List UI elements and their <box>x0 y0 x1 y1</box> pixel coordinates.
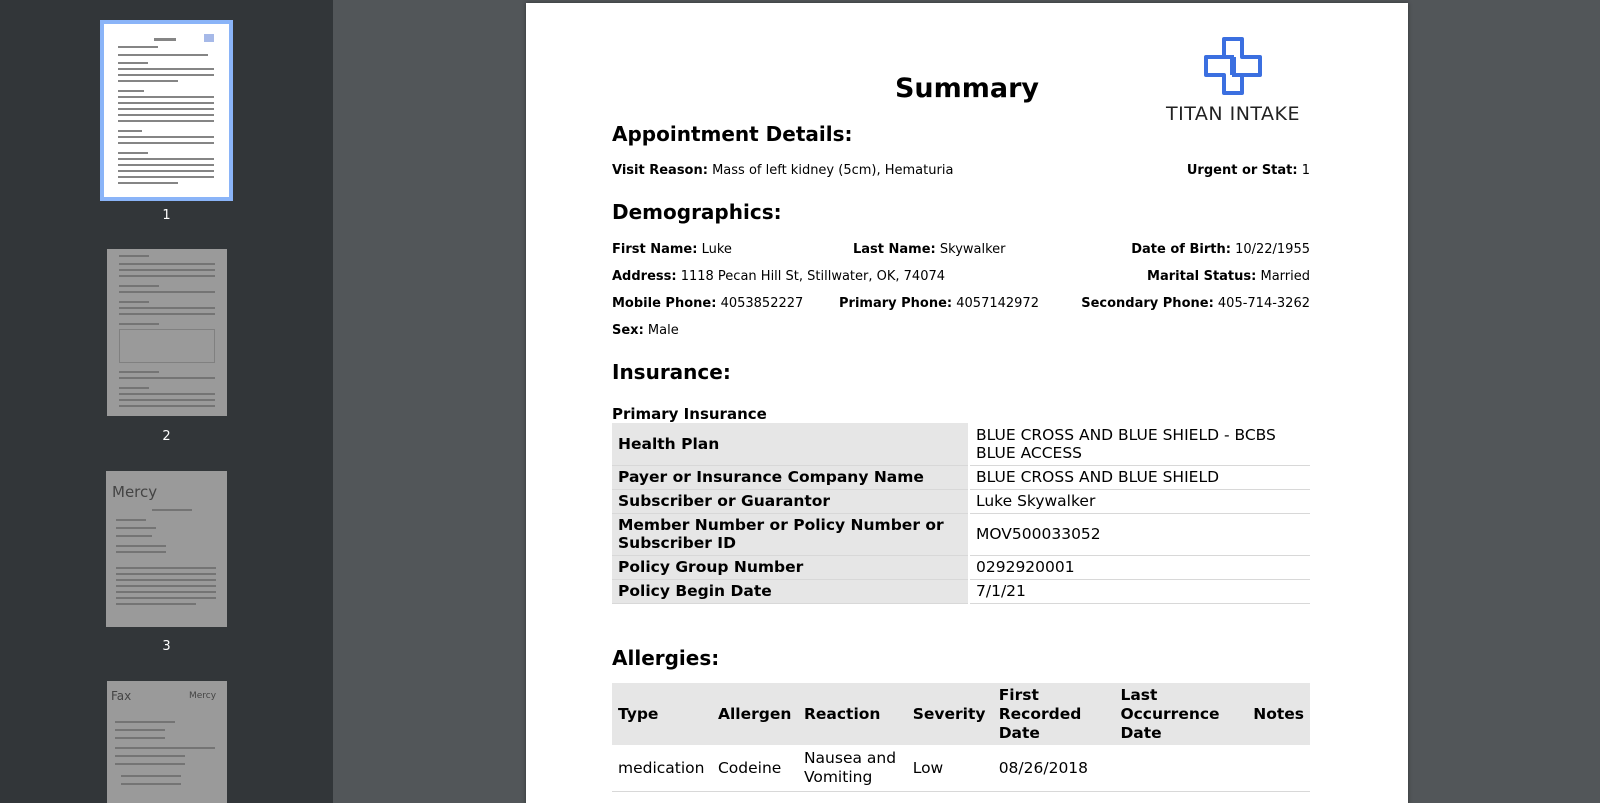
appointment-row <box>612 163 1310 181</box>
column-header-first-recorded: First Recorded Date <box>993 683 1115 745</box>
insurance-label: Policy Group Number <box>612 555 969 579</box>
visit-reason-field <box>612 163 953 178</box>
urgent-value: 1 <box>1301 163 1310 178</box>
table-row <box>612 423 1310 465</box>
table-header-row <box>612 683 1310 745</box>
page-thumbnail-4[interactable] <box>107 681 227 803</box>
insurance-label: Member Number or Policy Number or Subscriber ID <box>612 513 969 555</box>
address-field <box>612 269 945 284</box>
secondary-phone-field <box>1081 296 1310 311</box>
insurance-value: 0292920001 <box>969 555 1310 579</box>
insurance-value: BLUE CROSS AND BLUE SHIELD - BCBS BLUE ACCESS <box>969 423 1310 465</box>
page-number-1: 1 <box>162 208 171 223</box>
table-row <box>612 513 1310 555</box>
mobile-phone-value: 4053852227 <box>720 296 804 311</box>
thumbnail-sidebar <box>0 0 333 803</box>
page-number-3: 3 <box>162 639 171 654</box>
page-thumbnail-1[interactable] <box>100 20 233 201</box>
secondary-phone-label: Secondary Phone: <box>1081 296 1214 311</box>
urgent-field <box>1187 163 1310 178</box>
primary-phone-value: 4057142972 <box>956 296 1039 311</box>
first-name-field <box>612 242 732 257</box>
allergy-reaction: Nausea and Vomiting <box>798 745 907 792</box>
insurance-table <box>612 423 1310 604</box>
marital-status-value: Married <box>1260 269 1310 284</box>
secondary-phone-value: 405-714-3262 <box>1217 296 1310 311</box>
primary-phone-label: Primary Phone: <box>839 296 953 311</box>
allergy-type: medication <box>612 745 712 792</box>
primary-insurance-subheading: Primary Insurance <box>612 405 767 423</box>
insurance-label: Policy Begin Date <box>612 579 969 603</box>
column-header-last-occurrence: Last Occurrence Date <box>1114 683 1247 745</box>
mobile-phone-label: Mobile Phone: <box>612 296 717 311</box>
mobile-phone-field <box>612 296 803 311</box>
demographics-row-4 <box>612 323 1310 341</box>
column-header-notes: Notes <box>1247 683 1310 745</box>
demographics-row-2 <box>612 269 1310 287</box>
visit-reason-label: Visit Reason: <box>612 163 708 178</box>
page-thumbnail-2[interactable] <box>107 249 227 416</box>
dob-field <box>1131 242 1310 257</box>
sex-value: Male <box>647 323 679 338</box>
insurance-label: Payer or Insurance Company Name <box>612 465 969 489</box>
table-row <box>612 489 1310 513</box>
insurance-value: MOV500033052 <box>969 513 1310 555</box>
mercy-logo: Mercy <box>112 483 158 501</box>
address-label: Address: <box>612 269 677 284</box>
allergy-last-occurrence <box>1114 745 1247 792</box>
pdf-page <box>526 3 1408 803</box>
allergy-severity: Low <box>907 745 993 792</box>
mercy-logo: Mercy <box>189 691 217 701</box>
last-name-value: Skywalker <box>939 242 1006 257</box>
allergy-allergen: Codeine <box>712 745 798 792</box>
insurance-value: Luke Skywalker <box>969 489 1310 513</box>
primary-phone-field <box>839 296 1039 311</box>
table-row <box>612 745 1310 792</box>
dob-label: Date of Birth: <box>1131 242 1231 257</box>
demographics-heading: Demographics: <box>612 200 782 224</box>
sex-label: Sex: <box>612 323 644 338</box>
column-header-allergen: Allergen <box>712 683 798 745</box>
first-name-label: First Name: <box>612 242 698 257</box>
sex-field <box>612 323 679 338</box>
insurance-value: 7/1/21 <box>969 579 1310 603</box>
appointment-heading: Appointment Details: <box>612 122 853 146</box>
column-header-severity: Severity <box>907 683 993 745</box>
allergy-first-recorded: 08/26/2018 <box>993 745 1115 792</box>
marital-status-label: Marital Status: <box>1147 269 1257 284</box>
demographics-row-3 <box>612 296 1310 314</box>
first-name-value: Luke <box>701 242 732 257</box>
allergies-heading: Allergies: <box>612 646 720 670</box>
table-row <box>612 555 1310 579</box>
fax-label: Fax <box>111 689 132 703</box>
last-name-label: Last Name: <box>853 242 936 257</box>
page-title: Summary <box>894 73 1040 104</box>
visit-reason-value: Mass of left kidney (5cm), Hematuria <box>712 163 954 178</box>
address-value: 1118 Pecan Hill St, Stillwater, OK, 74074 <box>680 269 946 284</box>
insurance-label: Subscriber or Guarantor <box>612 489 969 513</box>
marital-status-field <box>1147 269 1310 284</box>
allergies-table <box>612 683 1310 792</box>
column-header-type: Type <box>612 683 712 745</box>
dob-value: 10/22/1955 <box>1235 242 1310 257</box>
demographics-row-1 <box>612 242 1310 260</box>
insurance-heading: Insurance: <box>612 360 731 384</box>
page-number-2: 2 <box>162 429 171 444</box>
table-row <box>612 579 1310 603</box>
insurance-value: BLUE CROSS AND BLUE SHIELD <box>969 465 1310 489</box>
column-header-reaction: Reaction <box>798 683 907 745</box>
document-viewer <box>333 0 1600 803</box>
logo-text: TITAN INTAKE <box>1166 103 1300 125</box>
insurance-label: Health Plan <box>612 423 969 465</box>
page-thumbnail-3[interactable] <box>106 471 227 627</box>
last-name-field <box>853 242 1006 257</box>
table-row <box>612 465 1310 489</box>
urgent-label: Urgent or Stat: <box>1186 163 1298 178</box>
allergy-notes <box>1247 745 1310 792</box>
